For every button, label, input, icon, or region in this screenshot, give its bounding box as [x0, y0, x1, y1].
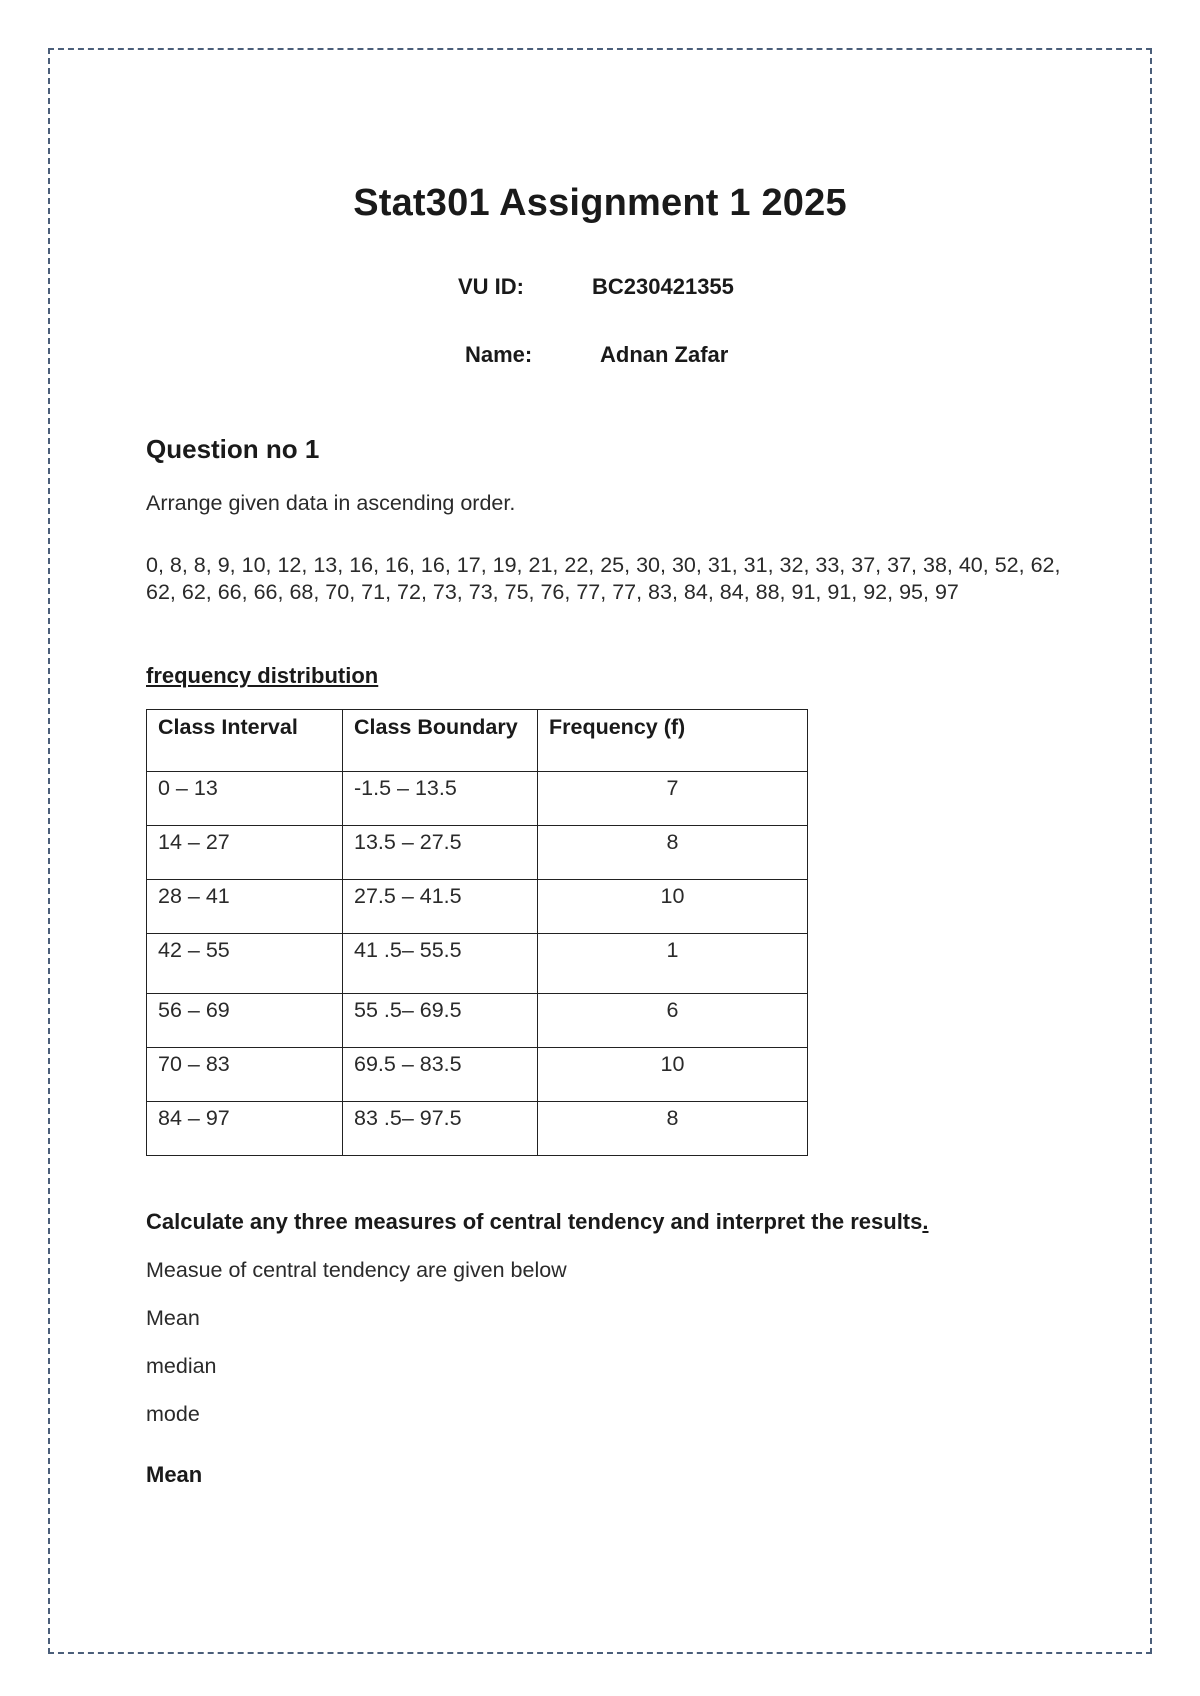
table-row	[147, 880, 808, 934]
table-row	[147, 1048, 808, 1102]
question-heading: Question no 1	[146, 434, 320, 464]
frequency-cell: 10	[538, 880, 808, 934]
calculate-heading-period: .	[922, 1209, 929, 1234]
class-boundary-cell: -1.5 – 13.5	[343, 772, 538, 826]
vu-id-label: VU ID:	[458, 274, 524, 299]
class-interval-cell: 70 – 83	[147, 1048, 343, 1102]
vu-id-value: BC230421355	[592, 274, 734, 299]
class-boundary-cell: 55 .5– 69.5	[343, 994, 538, 1048]
frequency-cell: 10	[538, 1048, 808, 1102]
class-boundary-cell: 83 .5– 97.5	[343, 1102, 538, 1156]
table-row	[147, 772, 808, 826]
table-row	[147, 994, 808, 1048]
frequency-cell: 6	[538, 994, 808, 1048]
frequency-table	[146, 709, 808, 1156]
class-boundary-cell: 41 .5– 55.5	[343, 934, 538, 994]
measure-item-mean: Mean	[146, 1306, 200, 1330]
class-boundary-cell: 13.5 – 27.5	[343, 826, 538, 880]
name-value: Adnan Zafar	[600, 342, 729, 367]
name-label: Name:	[465, 342, 533, 367]
class-interval-cell: 84 – 97	[147, 1102, 343, 1156]
class-interval-cell: 28 – 41	[147, 880, 343, 934]
class-interval-cell: 56 – 69	[147, 994, 343, 1048]
class-boundary-cell: 69.5 – 83.5	[343, 1048, 538, 1102]
frequency-distribution-heading: frequency distribution	[146, 663, 379, 688]
sorted-data-text: 0, 8, 8, 9, 10, 12, 13, 16, 16, 16, 17, 19, 21, 22, 25, 30, 30, 31, 31, 32, 33, 37, 37, 38, 40, 52, 62, 62, 62, 66, 66, 68, 70, 71, 72, 73, 73, 75, 76, 77, 77, 83, 84, 84, 88, 91, 91, 92, 95, 97	[146, 553, 1061, 604]
measure-item-median: median	[146, 1354, 217, 1378]
table-row	[147, 1102, 808, 1156]
measure-item-mode: mode	[146, 1402, 200, 1426]
measure-intro-text: Measue of central tendency are given below	[146, 1258, 567, 1282]
table-row	[147, 934, 808, 994]
header-frequency: Frequency (f)	[538, 710, 808, 772]
mean-heading: Mean	[146, 1462, 203, 1487]
calculate-heading-text: Calculate any three measures of central tendency and interpret the results	[146, 1209, 923, 1234]
frequency-cell: 8	[538, 1102, 808, 1156]
table-header-row	[147, 710, 808, 772]
header-class-boundary: Class Boundary	[343, 710, 538, 772]
frequency-cell: 8	[538, 826, 808, 880]
document-title: Stat301 Assignment 1 2025	[353, 182, 847, 224]
class-interval-cell: 0 – 13	[147, 772, 343, 826]
instruction-text: Arrange given data in ascending order.	[146, 491, 516, 515]
table-row	[147, 826, 808, 880]
class-boundary-cell: 27.5 – 41.5	[343, 880, 538, 934]
calculate-heading	[146, 1209, 929, 1235]
frequency-cell: 1	[538, 934, 808, 994]
frequency-cell: 7	[538, 772, 808, 826]
header-class-interval: Class Interval	[147, 710, 343, 772]
class-interval-cell: 14 – 27	[147, 826, 343, 880]
class-interval-cell: 42 – 55	[147, 934, 343, 994]
